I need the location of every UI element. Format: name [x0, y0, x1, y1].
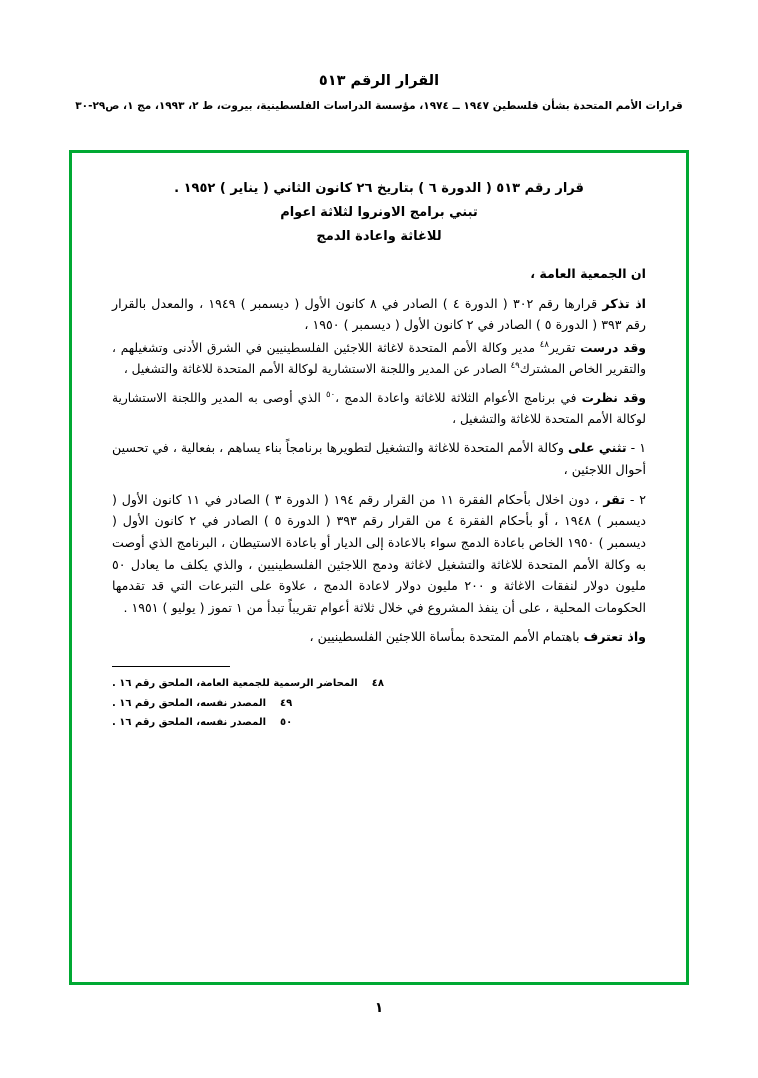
resolution-heading-line1: قرار رقم ٥١٣ ( الدورة ٦ ) بتاريخ ٢٦ كانون الثاني ( يناير ) ١٩٥٢ .: [174, 181, 584, 196]
paragraph-studied-text-cont2: الصادر عن المدير واللجنة الاستشارية لوكالة الأمم المتحدة للاغاثة والتشغيل ،: [123, 361, 511, 376]
paragraph-studied-text: تقرير: [548, 341, 581, 356]
paragraph-recall-lead: اذ تذكر: [602, 295, 646, 311]
paragraph-item-2: [112, 489, 646, 619]
footnote-marker-48: ٤٨: [539, 340, 549, 351]
paragraph-assembly-lead: ان الجمعية العامة ،: [530, 266, 646, 282]
content-body: [112, 177, 646, 966]
paragraph-item-1: [112, 437, 646, 480]
footnote-divider: [112, 666, 230, 667]
page-number: ١: [374, 1000, 384, 1016]
paragraph-considered: [112, 388, 646, 430]
resolution-text: [112, 263, 646, 648]
paragraph-studied-lead: وقد درست: [580, 341, 646, 356]
resolution-heading-line2: تبني برامج الاونروا لثلاثة اعوام: [280, 205, 478, 221]
footnote-text: المصدر نفسه، الملحق رقم ١٦ .: [112, 697, 267, 709]
source-citation: قرارات الأمم المتحدة بشأن فلسطين ١٩٤٧ ــ ١٩٧٤، مؤسسة الدراسات الفلسطينية، بيروت، ط ٢، ١٩٩٣، مج ١، ص٢٩-٣٠: [75, 99, 683, 112]
resolution-heading: [112, 177, 646, 249]
footnote-text: المصدر نفسه، الملحق رقم ١٦ .: [112, 717, 267, 729]
footnote-list: [112, 674, 646, 733]
paragraph-item-1-number: ١ -: [630, 440, 646, 456]
paragraph-acknowledge-lead: واذ تعترف: [583, 629, 646, 645]
paragraph-item-1-text: وكالة الأمم المتحدة للاغاثة والتشغيل لتطويرها برنامجاً بناء يساهم ، بفعالية ، في تحسين أحوال اللاجئين ،: [112, 440, 646, 477]
paragraph-considered-text: في برنامج الأعوام الثلاثة للاغاثة واعادة الدمج ،: [335, 390, 582, 405]
document-header: [0, 72, 758, 113]
page-title: القرار الرقم ٥١٣: [318, 73, 440, 89]
paragraph-acknowledge: [112, 626, 646, 648]
paragraph-acknowledge-text: باهتمام الأمم المتحدة بمأساة اللاجئين الفلسطينيين ،: [309, 629, 584, 645]
footnote-item: [112, 694, 646, 714]
footnote-text: المحاضر الرسمية للجمعية العامة، الملحق رقم ١٦ .: [112, 678, 358, 690]
paragraph-item-2-text: ، دون اخلال بأحكام الفقرة ١١ من القرار رقم ١٩٤ ( الدورة ٣ ) الصادر في ١١ كانون الأول ( ديسمبر ) ١٩٤٨ ، أو بأحكام الفقرة ٤ من القرار رقم ٣٩٣ ( الدورة ٥ ) الصادر في ٢ كانون الأول ( ديسمبر ) ١٩٥٠ الخاص باعادة الدمج سواء بالاعادة إلى الديار أو باعادة الاستيطان ، البرنامج الذي أوصت به وكالة الأمم المتحدة للاغاثة والتشغيل لاغاثة ودمج اللاجئين الفلسطينيين ، والذي يكلف ما يعادل ٥٠ مليون دولار لنفقات الاغاثة و ٢٠٠ مليون دولار لاعادة الدمج ، علاوة على التبرعات التي قد تقدمها الحكومات المحلية ، على أن ينفذ المشروع في خلال ثلاثة أعوام تقريباً تبدأ من ١ تموز ( يوليو ) ١٩٥١ .: [112, 491, 646, 615]
resolution-heading-line3: للاغاثة واعادة الدمج: [316, 229, 442, 245]
paragraph-considered-lead: وقد نظرت: [581, 390, 646, 405]
footnote-number: ٤٨: [371, 678, 384, 690]
paragraph-studied: [112, 338, 646, 380]
footnote-item: [112, 713, 646, 733]
paragraph-assembly: [112, 263, 646, 285]
paragraph-recall-text: قرارها رقم ٣٠٢ ( الدورة ٤ ) الصادر في ٨ كانون الأول ( ديسمبر ) ١٩٤٩ ، والمعدل بالقرار رقم ٣٩٣ ( الدورة ٥ ) الصادر في ٢ كانون الأول ( ديسمبر ) ١٩٥٠ ،: [112, 295, 646, 333]
footnote-number: ٤٩: [280, 697, 293, 709]
paragraph-item-1-lead: تثني على: [567, 440, 627, 456]
footnote-marker-49: ٤٩: [510, 360, 520, 371]
paragraph-studied-text-cont: مدير وكالة الأمم المتحدة لاغاثة اللاجئين الفلسطينيين في الشرق الأدنى وتشغيلهم ، والتقرير الخاص المشترك: [112, 341, 646, 376]
content-frame: [69, 150, 689, 985]
paragraph-item-2-number: ٢ -: [629, 491, 646, 507]
paragraph-item-2-lead: تقر: [603, 491, 625, 507]
paragraph-recall: [112, 293, 646, 336]
footnote-item: [112, 674, 646, 694]
footnote-marker-50: ٥٠: [326, 389, 336, 400]
footnote-number: ٥٠: [280, 717, 293, 729]
paragraph-considered-text-cont: الذي أوصى به المدير واللجنة الاستشارية لوكالة الأمم المتحدة للاغاثة والتشغيل ،: [112, 390, 646, 426]
